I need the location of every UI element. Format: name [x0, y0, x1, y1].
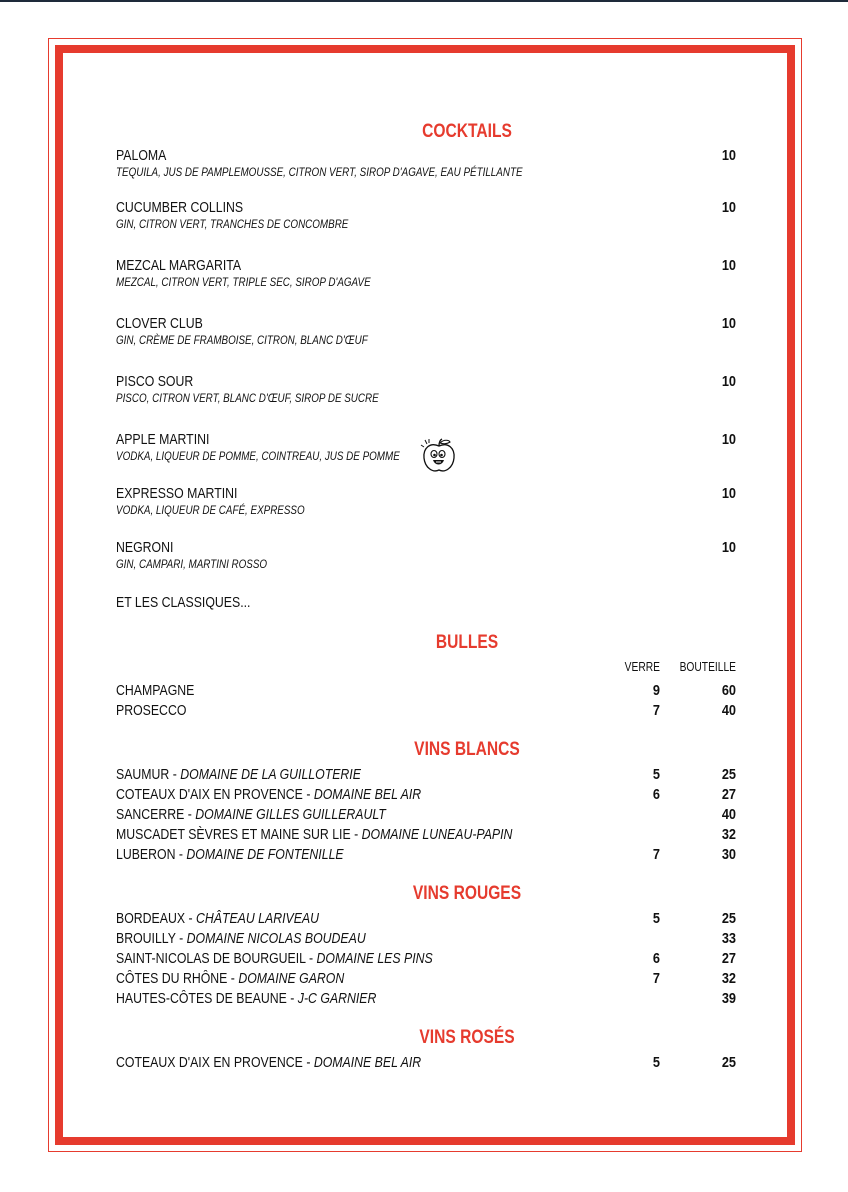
wine-row-label: [116, 806, 386, 823]
wine-domain: DOMAINE LES PINS: [316, 950, 433, 967]
wine-region: SANCERRE: [116, 806, 185, 823]
wine-row-label: [116, 910, 319, 927]
wine-row-label: [116, 1054, 421, 1071]
cocktail-name: CUCUMBER COLLINS: [116, 199, 244, 216]
wine-separator: -: [350, 826, 362, 843]
cocktails-footer-note: ET LES CLASSIQUES...: [116, 594, 251, 611]
section-title-vins-blancs: VINS BLANCS: [414, 739, 520, 760]
wine-domain: DOMAINE NICOLAS BOUDEAU: [186, 930, 366, 947]
section-title-bulles: BULLES: [435, 632, 499, 653]
glass-price: 5: [652, 910, 660, 927]
wine-row-label: [116, 970, 344, 987]
apple-cartoon-icon: [420, 438, 458, 474]
wine-separator: -: [175, 930, 187, 947]
wine-domain: DOMAINE DE LA GUILLOTERIE: [180, 766, 361, 783]
wine-domain: CHÂTEAU LARIVEAU: [195, 910, 320, 927]
cocktail-price: 10: [721, 539, 736, 556]
cocktail-desc: VODKA, LIQUEUR DE POMME, COINTREAU, JUS DE POMME: [116, 449, 400, 463]
bottle-price: 25: [721, 910, 736, 927]
bottle-price: 32: [721, 970, 736, 987]
bottle-price: 40: [721, 806, 736, 823]
section-title-vins-roses: VINS ROSÉS: [419, 1027, 515, 1048]
wine-separator: -: [305, 950, 317, 967]
cocktail-desc: PISCO, CITRON VERT, BLANC D'ŒUF, SIROP DE SUCRE: [116, 391, 379, 405]
glass-price: 7: [652, 846, 660, 863]
wine-region: CÔTES DU RHÔNE: [116, 970, 228, 987]
cocktail-price: 10: [721, 485, 736, 502]
glass-price: 5: [652, 1054, 660, 1071]
wine-domain: DOMAINE DE FONTENILLE: [186, 846, 344, 863]
wine-domain: J-C GARNIER: [297, 990, 377, 1007]
wine-region: MUSCADET SÈVRES ET MAINE SUR LIE: [116, 826, 351, 843]
bottle-price: 40: [721, 702, 736, 719]
wine-region: COTEAUX D'AIX EN PROVENCE: [116, 786, 303, 803]
wine-separator: -: [302, 786, 314, 803]
section-title-vins-rouges: VINS ROUGES: [412, 883, 522, 904]
cocktail-name: NEGRONI: [116, 539, 174, 556]
cocktail-price: 10: [721, 199, 736, 216]
wine-domain: DOMAINE BEL AIR: [313, 1054, 422, 1071]
column-header-glass: VERRE: [624, 660, 660, 674]
wine-domain: DOMAINE BEL AIR: [313, 786, 422, 803]
cocktail-name: PALOMA: [116, 147, 167, 164]
glass-price: 6: [652, 786, 660, 803]
cocktail-price: 10: [721, 431, 736, 448]
wine-row-label: [116, 990, 376, 1007]
wine-row-label: [116, 846, 344, 863]
bottle-price: 27: [721, 950, 736, 967]
cocktail-name: CLOVER CLUB: [116, 315, 203, 332]
wine-domain: DOMAINE GARON: [238, 970, 345, 987]
glass-price: 5: [652, 766, 660, 783]
wine-domain: DOMAINE GILLES GUILLERAULT: [195, 806, 386, 823]
section-title-cocktails: COCKTAILS: [422, 121, 512, 142]
wine-separator: -: [286, 990, 298, 1007]
wine-separator: -: [184, 806, 196, 823]
cocktail-price: 10: [721, 147, 736, 164]
wine-region: HAUTES-CÔTES DE BEAUNE: [116, 990, 287, 1007]
wine-separator: -: [185, 910, 196, 927]
wine-row-label: [116, 766, 361, 783]
cocktail-desc: MEZCAL, CITRON VERT, TRIPLE SEC, SIROP D'AGAVE: [116, 275, 371, 289]
wine-separator: -: [227, 970, 239, 987]
cocktail-name: EXPRESSO MARTINI: [116, 485, 238, 502]
wine-name: PROSECCO: [116, 702, 187, 719]
cocktail-price: 10: [721, 257, 736, 274]
wine-separator: -: [175, 846, 187, 863]
wine-domain: DOMAINE LUNEAU-PAPIN: [361, 826, 513, 843]
glass-price: 6: [652, 950, 660, 967]
cocktail-desc: GIN, CAMPARI, MARTINI ROSSO: [116, 557, 268, 571]
cocktail-price: 10: [721, 373, 736, 390]
wine-region: SAINT-NICOLAS DE BOURGUEIL: [116, 950, 306, 967]
wine-row-label: [116, 950, 433, 967]
wine-name: CHAMPAGNE: [116, 682, 195, 699]
bottle-price: 32: [721, 826, 736, 843]
cocktail-name: APPLE MARTINI: [116, 431, 210, 448]
cocktail-desc: VODKA, LIQUEUR DE CAFÉ, EXPRESSO: [116, 503, 305, 517]
bottle-price: 27: [721, 786, 736, 803]
cocktail-desc: TEQUILA, JUS DE PAMPLEMOUSSE, CITRON VERT, SIROP D'AGAVE, EAU PÉTILLANTE: [116, 165, 523, 179]
glass-price: 7: [652, 970, 660, 987]
cocktail-desc: GIN, CITRON VERT, TRANCHES DE CONCOMBRE: [116, 217, 349, 231]
bottle-price: 60: [721, 682, 736, 699]
wine-region: LUBERON: [116, 846, 176, 863]
wine-separator: -: [302, 1054, 314, 1071]
wine-separator: -: [169, 766, 181, 783]
glass-price: 9: [652, 682, 660, 699]
bottle-price: 25: [721, 766, 736, 783]
cocktail-desc: GIN, CRÈME DE FRAMBOISE, CITRON, BLANC D'ŒUF: [116, 333, 368, 347]
cocktail-name: MEZCAL MARGARITA: [116, 257, 242, 274]
column-header-bottle: BOUTEILLE: [679, 660, 736, 674]
wine-row-label: [116, 786, 421, 803]
wine-row-label: [116, 930, 366, 947]
wine-region: SAUMUR: [116, 766, 170, 783]
wine-region: BORDEAUX: [116, 910, 186, 927]
cocktail-name: PISCO SOUR: [116, 373, 194, 390]
wine-region: BROUILLY: [116, 930, 176, 947]
bottle-price: 39: [721, 990, 736, 1007]
glass-price: 7: [652, 702, 660, 719]
cocktail-price: 10: [721, 315, 736, 332]
bottle-price: 30: [721, 846, 736, 863]
bottle-price: 33: [721, 930, 736, 947]
bottle-price: 25: [721, 1054, 736, 1071]
wine-row-label: [116, 826, 512, 843]
wine-region: COTEAUX D'AIX EN PROVENCE: [116, 1054, 303, 1071]
top-edge-line: [0, 0, 848, 2]
